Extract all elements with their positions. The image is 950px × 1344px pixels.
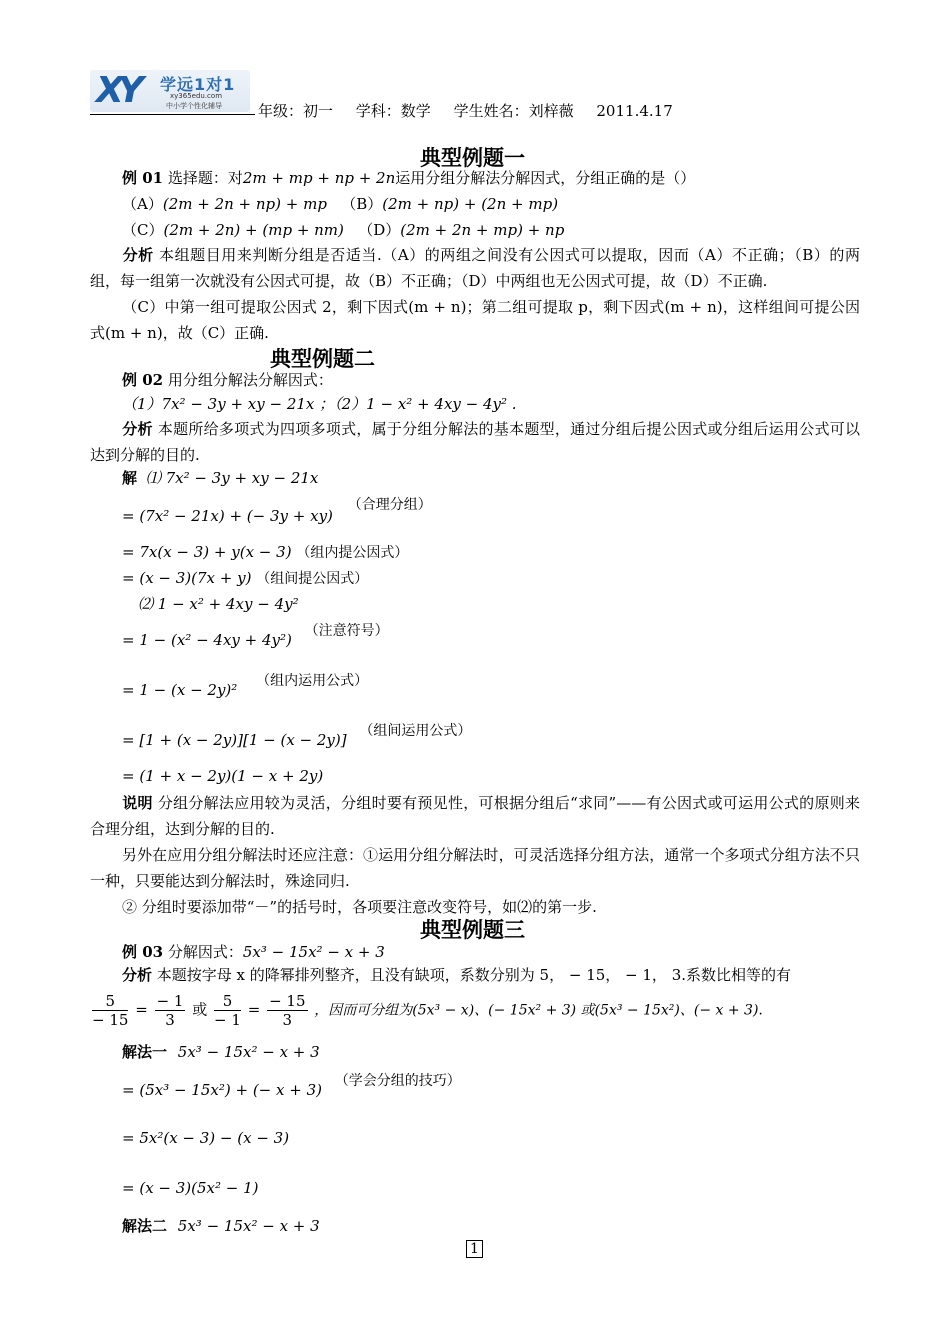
page-header — [90, 68, 860, 118]
step-line: = (7x² − 21x) + (− 3y + xy) （合理分组） — [122, 497, 432, 525]
method-2: 解法二 5x³ − 15x² − x + 3 — [122, 1217, 320, 1235]
analysis-2: 分析 本题所给多项式为四项多项式，属于分组分解法的基本题型，通过分组后提公因式或分组后运用公式可以达到分解的目的. — [90, 420, 860, 464]
question-label: 例 01 — [122, 169, 164, 187]
options-cd: （C）(2m + 2n) + (mp + nm) （D）(2m + 2n + mp) + np — [122, 221, 565, 239]
brand-logo — [90, 68, 255, 112]
step-line: ⑵ 1 − x² + 4xy − 4y² — [138, 595, 299, 613]
section-title-3: 典型例题三 — [420, 917, 525, 942]
fraction: $\frac{- 1}{3}$ — [156, 992, 184, 1029]
step-line: = 1 − (x − 2y)² （组内运用公式） — [122, 673, 369, 699]
step-line: = (x − 3)(5x² − 1) — [122, 1179, 259, 1197]
step-line: = 5x²(x − 3) − (x − 3) — [122, 1129, 290, 1147]
logo-url: xy365edu.com — [170, 92, 223, 100]
student-field: 学生姓名：刘梓薇 — [453, 102, 574, 120]
step-line: = [1 + (x − 2y)][1 − (x − 2y)] （组间运用公式） — [122, 723, 472, 749]
date-field: 2011.4.17 — [596, 102, 673, 120]
fraction: $\frac{5}{- 15}$ — [92, 992, 129, 1029]
step-line: = (5x³ − 15x²) + (− x + 3) （学会分组的技巧） — [122, 1073, 461, 1099]
step-line: = 7x(x − 3) + y(x − 3) （组内提公因式） — [122, 543, 409, 561]
solution-label: 解 ⑴ 7x² − 3y + xy − 21x — [122, 469, 319, 487]
step-line: = 1 − (x² − 4xy + 4y²) （注意符号） — [122, 623, 389, 649]
logo-tagline: 中小学个性化辅导 — [166, 102, 222, 110]
header-rule — [90, 114, 255, 115]
analysis-1: 分析 本组题目用来判断分组是否适当.（A）的两组之间没有公因式可以提取，因而（A）不正确；（B）的两组，每一组第一次就没有公因式可提，故（B）不正确；（D）中两组也无公因式可提，故（D）不正确. （C）中第一组可提取公因式 2，剩下因式(m + n)；第二组可提取 p，剩下因式(m + n)，这样组间可提公因式(m + n)，故（C）正确. — [90, 246, 860, 342]
question-2: 例 02 用分组分解法分解因式： — [122, 371, 333, 389]
section-title-2: 典型例题二 — [270, 346, 375, 371]
logo-mark: XY — [96, 70, 138, 111]
question-2-items: （1）7x² − 3y + xy − 21x ；（2）1 − x² + 4xy − 4y² . — [122, 395, 517, 413]
question-1: 例 01 选择题：对2m + mp + np + 2n运用分组分解法分解因式，分组正确的是（） — [122, 169, 696, 187]
step-line: = (1 + x − 2y)(1 − x + 2y) — [122, 767, 324, 785]
section-title-1: 典型例题一 — [420, 145, 525, 170]
fraction: $\frac{5}{- 1}$ — [214, 992, 241, 1029]
header-info — [258, 100, 691, 121]
remark: 说明 分组分解法应用较为灵活，分组时要有预见性，可根据分组后“求同”——有公因式或可运用公式的原则来合理分组，达到分解的目的. 另外在应用分组分解法时还应注意：①运用分组分解法时，可灵活选择分组方法，通常一个多项式分组方法不只一种，只要能达到分解法时，殊途同归. ② 分组时要添加带“－”的括号时，各项要注意改变符号，如⑵的第一步. — [90, 794, 860, 916]
page-number: 1 — [466, 1240, 483, 1258]
question-3: 例 03 分解因式：5x³ − 15x² − x + 3 — [122, 943, 385, 961]
fraction: $\frac{- 15}{3}$ — [269, 992, 306, 1029]
analysis-3: 分析 本题按字母 x 的降幂排列整齐，且没有缺项，系数分别为 5， − 15， − 1， 3.系数比相等的有 — [122, 966, 792, 984]
subject-field: 学科：数学 — [355, 102, 431, 120]
method-1: 解法一 5x³ − 15x² − x + 3 — [122, 1043, 320, 1061]
grade-field: 年级：初一 — [258, 102, 334, 120]
step-line: = (x − 3)(7x + y) （组间提公因式） — [122, 569, 369, 587]
logo-text: 学远1对1 — [160, 75, 236, 94]
ratio-line: $\frac{5}{- 15}$ = $\frac{- 1}{3}$ 或 $\frac{5}{- 1}$ = $\frac{- 15}{3}$ ，因而可分组为(5x³ − x)、(− 15x² + 3) 或(5x³ − 15x²)、(− x + 3). — [92, 992, 763, 1029]
options-ab: （A）(2m + 2n + np) + mp （B）(2m + np) + (2n + mp) — [122, 195, 559, 213]
